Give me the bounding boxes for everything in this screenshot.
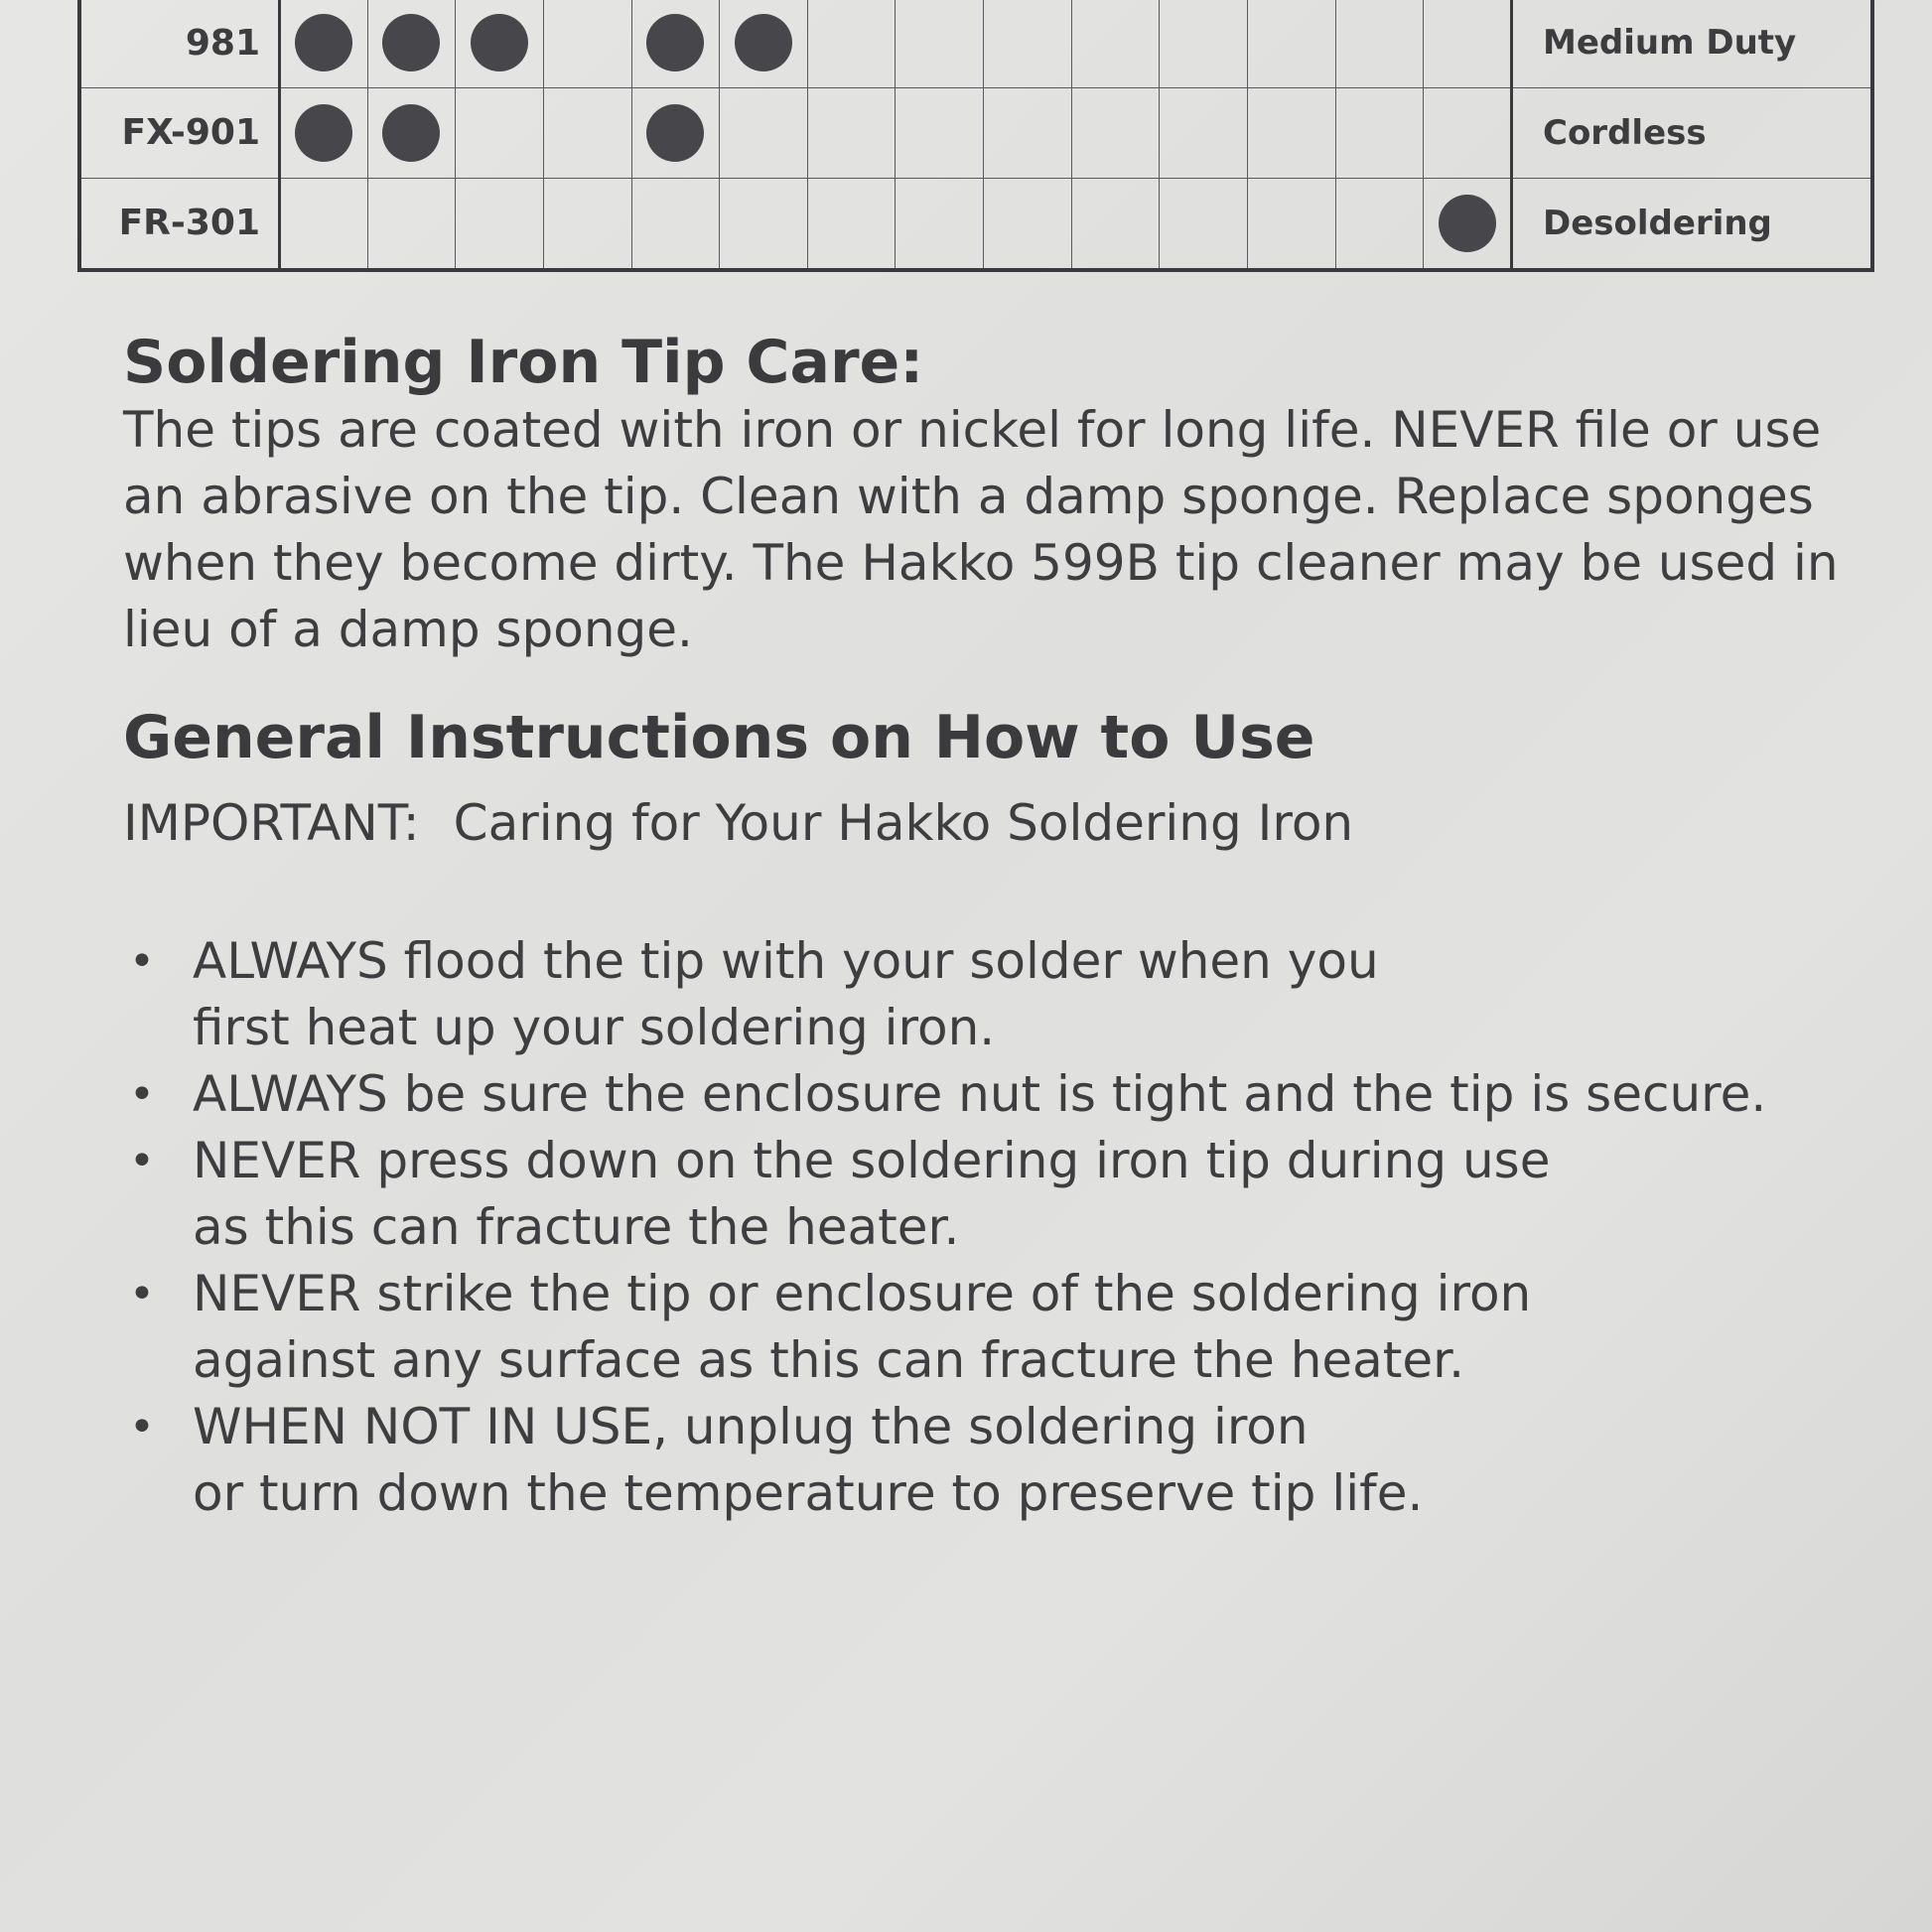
mark-cell: [631, 0, 720, 88]
mark-cell: [280, 0, 368, 88]
mark-cell: [1248, 88, 1336, 179]
list-item-line: as this can fracture the heater.: [193, 1198, 960, 1256]
mark-cell: [807, 88, 896, 179]
mark-cell: [367, 0, 456, 88]
mark-cell: [1248, 0, 1336, 88]
mark-cell: [896, 178, 984, 270]
mark-cell: [720, 178, 808, 270]
bullet-icon: •: [129, 1136, 155, 1186]
list-item-line: NEVER strike the tip or enclosure of the soldering iron: [193, 1265, 1532, 1322]
bullet-icon: •: [129, 1069, 155, 1120]
compatibility-dot: [646, 14, 704, 71]
mark-cell: [367, 88, 456, 179]
instructions-heading: General Instructions on How to Use: [123, 703, 1315, 772]
mark-cell: [543, 0, 631, 88]
mark-cell: [1248, 178, 1336, 270]
important-text: Caring for Your Hakko Soldering Iron: [453, 794, 1354, 852]
mark-cell: [1424, 178, 1512, 270]
mark-cell: [631, 88, 720, 179]
list-item-line: ALWAYS be sure the enclosure nut is tight and the tip is secure.: [193, 1065, 1767, 1123]
mark-cell: [896, 88, 984, 179]
list-item: [123, 1394, 1890, 1527]
mark-cell: [456, 178, 544, 270]
list-item-line: or turn down the temperature to preserve tip life.: [193, 1464, 1424, 1522]
list-item: [123, 1261, 1890, 1394]
compatibility-dot: [295, 104, 352, 162]
mark-cell: [1424, 88, 1512, 179]
list-item-line: first heat up your soldering iron.: [193, 999, 996, 1056]
mark-cell: [1160, 0, 1248, 88]
mark-cell: [807, 178, 896, 270]
important-note: [123, 794, 1353, 852]
mark-cell: [367, 178, 456, 270]
mark-cell: [984, 178, 1072, 270]
mark-cell: [543, 88, 631, 179]
model-cell: FR-301: [79, 178, 280, 270]
mark-cell: [1335, 178, 1424, 270]
compat-table-body: [79, 0, 1872, 270]
list-item: [123, 1128, 1890, 1261]
compatibility-dot: [382, 14, 440, 71]
important-label: IMPORTANT:: [123, 794, 420, 852]
compatibility-dot: [646, 104, 704, 162]
list-item-line: ALWAYS flood the tip with your solder when you: [193, 932, 1379, 990]
mark-cell: [456, 0, 544, 88]
mark-cell: [720, 0, 808, 88]
table-row: [79, 0, 1872, 88]
list-item: [123, 928, 1890, 1061]
mark-cell: [807, 0, 896, 88]
mark-cell: [1071, 178, 1160, 270]
bullet-icon: •: [129, 1402, 155, 1452]
bullet-icon: •: [129, 936, 155, 987]
model-cell: FX-901: [79, 88, 280, 179]
mark-cell: [1160, 178, 1248, 270]
bullet-icon: •: [129, 1269, 155, 1319]
mark-cell: [543, 178, 631, 270]
tip-care-heading: Soldering Iron Tip Care:: [123, 328, 924, 397]
compatibility-dot: [1439, 195, 1496, 252]
list-item: [123, 1061, 1890, 1128]
type-cell: Desoldering: [1512, 178, 1873, 270]
compatibility-dot: [735, 14, 792, 71]
mark-cell: [456, 88, 544, 179]
instruction-list: [123, 928, 1890, 1527]
mark-cell: [720, 88, 808, 179]
mark-cell: [896, 0, 984, 88]
mark-cell: [1071, 0, 1160, 88]
mark-cell: [280, 178, 368, 270]
mark-cell: [631, 178, 720, 270]
model-cell: 981: [79, 0, 280, 88]
compatibility-dot: [382, 104, 440, 162]
compatibility-dot: [295, 14, 352, 71]
mark-cell: [1335, 88, 1424, 179]
table-row: [79, 178, 1872, 270]
list-item-line: NEVER press down on the soldering iron tip during use: [193, 1132, 1551, 1189]
mark-cell: [1335, 0, 1424, 88]
list-item-line: WHEN NOT IN USE, unplug the soldering iron: [193, 1398, 1309, 1455]
table-row: [79, 88, 1872, 179]
type-cell: Medium Duty: [1512, 0, 1873, 88]
tip-compatibility-table: [77, 0, 1874, 272]
type-cell: Cordless: [1512, 88, 1873, 179]
mark-cell: [984, 0, 1072, 88]
compatibility-dot: [471, 14, 528, 71]
mark-cell: [280, 88, 368, 179]
mark-cell: [984, 88, 1072, 179]
mark-cell: [1424, 0, 1512, 88]
mark-cell: [1160, 88, 1248, 179]
tip-care-paragraph: The tips are coated with iron or nickel for long life. NEVER file or use an abrasive on the tip. Clean with a damp sponge. Replace sponges when they become dirty. The Hakko 599B tip cleaner may be used in lieu of a damp sponge.: [123, 401, 1839, 658]
list-item-line: against any surface as this can fracture the heater.: [193, 1331, 1465, 1389]
mark-cell: [1071, 88, 1160, 179]
